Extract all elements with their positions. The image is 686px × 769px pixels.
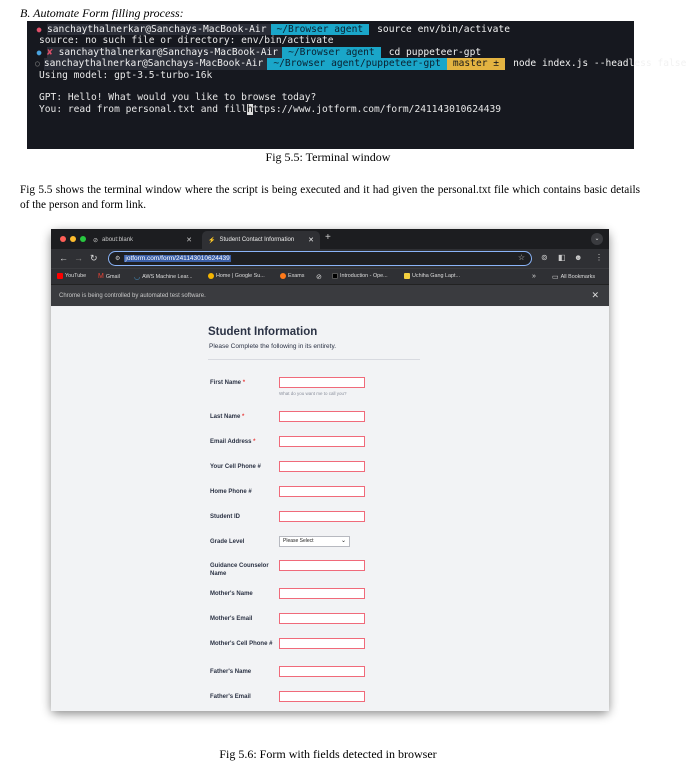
terminal-output: source: no such file or directory: env/bin/activate (39, 35, 334, 47)
site-info-icon[interactable]: ⚙ (115, 256, 121, 262)
terminal-line (35, 81, 634, 92)
close-tab-icon[interactable]: ✕ (186, 237, 192, 244)
bookmarks-overflow-icon[interactable]: » (532, 273, 536, 280)
prompt-user: sanchaythalnerkar@Sanchays-MacBook-Air (44, 58, 268, 69)
bookmarks-bar (51, 268, 609, 284)
chevron-down-icon: ⌄ (340, 538, 346, 544)
menu-icon[interactable]: ⋮ (595, 253, 603, 262)
terminal-line (35, 92, 634, 103)
field-label: Grade Level (210, 539, 245, 545)
circle-icon: ⊘ (316, 274, 322, 281)
prompt-user-name: sanchaythalnerkar@Sanchays-MacBook-Air (58, 46, 279, 58)
field-label: Email Address * (210, 439, 256, 445)
tab-bar (51, 229, 609, 249)
grade-level-select[interactable] (279, 536, 350, 547)
form-subtitle: Please Complete the following in its entirety. (209, 343, 337, 350)
terminal-line (35, 104, 634, 115)
close-icon[interactable]: ✕ (591, 290, 599, 300)
new-tab-icon[interactable]: + (325, 232, 331, 243)
youtube-icon (57, 273, 63, 279)
bookmark-aws[interactable] (134, 273, 193, 281)
terminal-output: GPT: Hello! What would you like to browse today? (39, 92, 317, 104)
terminal-line (35, 58, 686, 70)
terminal-screenshot (27, 21, 686, 149)
tab-student-contact[interactable] (202, 231, 320, 249)
bookmark-label: Introduction - Ope... (340, 273, 388, 279)
field-label: Father's Name (210, 669, 252, 675)
aws-icon: ◡ (134, 274, 141, 281)
counselor-name-input[interactable] (279, 560, 365, 571)
terminal-line (35, 35, 634, 46)
bookmark-label: Uchiha Gang Lapt... (412, 273, 460, 279)
window-controls[interactable] (60, 236, 86, 242)
openai-icon (332, 273, 338, 279)
bookmark-gmail[interactable] (98, 273, 120, 280)
tab-title: about:blank (102, 237, 134, 243)
terminal-cursor: h (246, 103, 253, 115)
error-mark-icon: ✘ (47, 46, 53, 58)
section-heading: B. Automate Form filling process: (20, 6, 184, 20)
required-marker: * (242, 380, 246, 386)
bookmark-label: Exams (288, 273, 305, 279)
cell-phone-input[interactable] (279, 461, 365, 472)
terminal-output: Using model: gpt-3.5-turbo-16k (39, 69, 213, 81)
bookmark-label: Gmail (105, 273, 120, 280)
sites-icon (208, 273, 214, 279)
email-input[interactable] (279, 436, 365, 447)
bookmark-label: Home | Google Su... (216, 273, 265, 279)
gmail-icon: M (98, 273, 104, 280)
home-phone-input[interactable] (279, 486, 365, 497)
mother-cell-input[interactable] (279, 638, 365, 649)
field-label: Last Name * (210, 414, 245, 420)
uchiha-icon (404, 273, 410, 279)
close-tab-icon[interactable]: ✕ (308, 237, 314, 244)
status-dot-icon: ● (36, 47, 42, 57)
field-label: Mother's Email (210, 616, 253, 622)
maximize-window-icon[interactable] (80, 236, 86, 242)
bookmark-youtube[interactable] (57, 273, 86, 279)
bookmark-exams[interactable] (280, 273, 304, 279)
automation-infobar (51, 284, 609, 306)
bookmark-blank[interactable] (316, 273, 322, 281)
folder-icon: ▭ (552, 274, 559, 281)
terminal-output: You: read from personal.txt and fill (39, 103, 247, 115)
figure-caption: Fig 5.6: Form with fields detected in browser (219, 747, 437, 761)
forward-icon[interactable]: → (74, 253, 83, 263)
prompt-dir: ~/Browser agent/puppeteer-gpt (267, 58, 447, 69)
exams-icon (280, 273, 286, 279)
first-name-help: What do you want me to call you? (279, 391, 347, 396)
url-text[interactable]: jotform.com/form/241143010624439 (125, 255, 230, 262)
bookmark-introduction[interactable] (332, 273, 388, 279)
browser-window (51, 229, 609, 711)
figure-caption: Fig 5.5: Terminal window (265, 150, 391, 164)
bookmark-label: YouTube (65, 273, 87, 279)
field-label: Mother's Cell Phone # (210, 641, 273, 647)
mother-email-input[interactable] (279, 613, 365, 624)
first-name-input[interactable] (279, 377, 365, 388)
reload-icon[interactable]: ↻ (90, 253, 98, 263)
terminal-line (35, 70, 634, 81)
terminal-output: ttps://www.jotform.com/form/241143010624439 (252, 103, 502, 115)
field-label: Your Cell Phone # (210, 464, 261, 470)
sidepanel-icon[interactable]: ◧ (558, 253, 566, 262)
bookmark-star-icon[interactable]: ☆ (517, 253, 525, 262)
bookmark-label: AWS Machine Lear... (142, 274, 193, 280)
jotform-icon: ⚡ (208, 237, 216, 244)
required-marker: * (253, 439, 256, 445)
bookmark-google-sites[interactable] (208, 273, 265, 279)
tab-about-blank[interactable] (93, 233, 198, 247)
divider (208, 359, 420, 360)
father-email-input[interactable] (279, 691, 365, 702)
field-label: First Name * (210, 380, 246, 386)
status-dot-icon: ● (36, 25, 42, 34)
last-name-input[interactable] (279, 411, 365, 422)
page-content (51, 307, 609, 711)
extension-icon[interactable]: ⊚ (541, 253, 548, 262)
prompt-user (47, 47, 282, 58)
browser-toolbar (51, 249, 609, 268)
terminal-command: source env/bin/activate (377, 24, 510, 35)
back-icon[interactable]: ← (59, 253, 68, 263)
field-label: Student ID (210, 514, 240, 520)
bookmark-uchiha[interactable] (404, 273, 460, 279)
required-marker: * (242, 414, 245, 420)
tab-title: Student Contact Information (219, 237, 295, 243)
prompt-user: sanchaythalnerkar@Sanchays-MacBook-Air (47, 24, 271, 35)
form-title: Student Information (208, 326, 318, 338)
prompt-dir: ~/Browser agent (271, 24, 370, 35)
globe-icon: ⊘ (93, 237, 99, 244)
profile-icon[interactable]: ☻ (574, 253, 583, 262)
field-label: Guidance Counselor Name (210, 563, 269, 577)
body-paragraph: Fig 5.5 shows the terminal window where the script is being executed and it had given the personal.txt file which contains basic details of the person and form link. (20, 184, 640, 211)
student-id-input[interactable] (279, 511, 365, 522)
close-window-icon[interactable] (60, 236, 66, 242)
bookmark-label: All Bookmarks (560, 274, 596, 280)
prompt-git-branch: master ± (447, 58, 505, 69)
terminal-command: cd puppeteer-gpt (388, 46, 482, 58)
field-label: Home Phone # (210, 489, 252, 495)
mother-name-input[interactable] (279, 588, 365, 599)
terminal-line (35, 24, 634, 35)
tab-search-icon[interactable]: ⌄ (591, 233, 603, 245)
address-bar[interactable] (108, 251, 532, 266)
terminal-line (35, 47, 634, 58)
field-label: Mother's Name (210, 591, 253, 597)
field-label: Father's Email (210, 694, 251, 700)
all-bookmarks[interactable] (552, 273, 595, 281)
infobar-message: Chrome is being controlled by automated test software. (59, 293, 206, 299)
status-dot-icon: ○ (35, 59, 40, 69)
minimize-window-icon[interactable] (70, 236, 76, 242)
select-value: Please Select (283, 538, 314, 544)
father-name-input[interactable] (279, 666, 365, 677)
prompt-dir: ~/Browser agent (282, 47, 381, 58)
terminal-command: node index.js --headless false (513, 58, 686, 70)
